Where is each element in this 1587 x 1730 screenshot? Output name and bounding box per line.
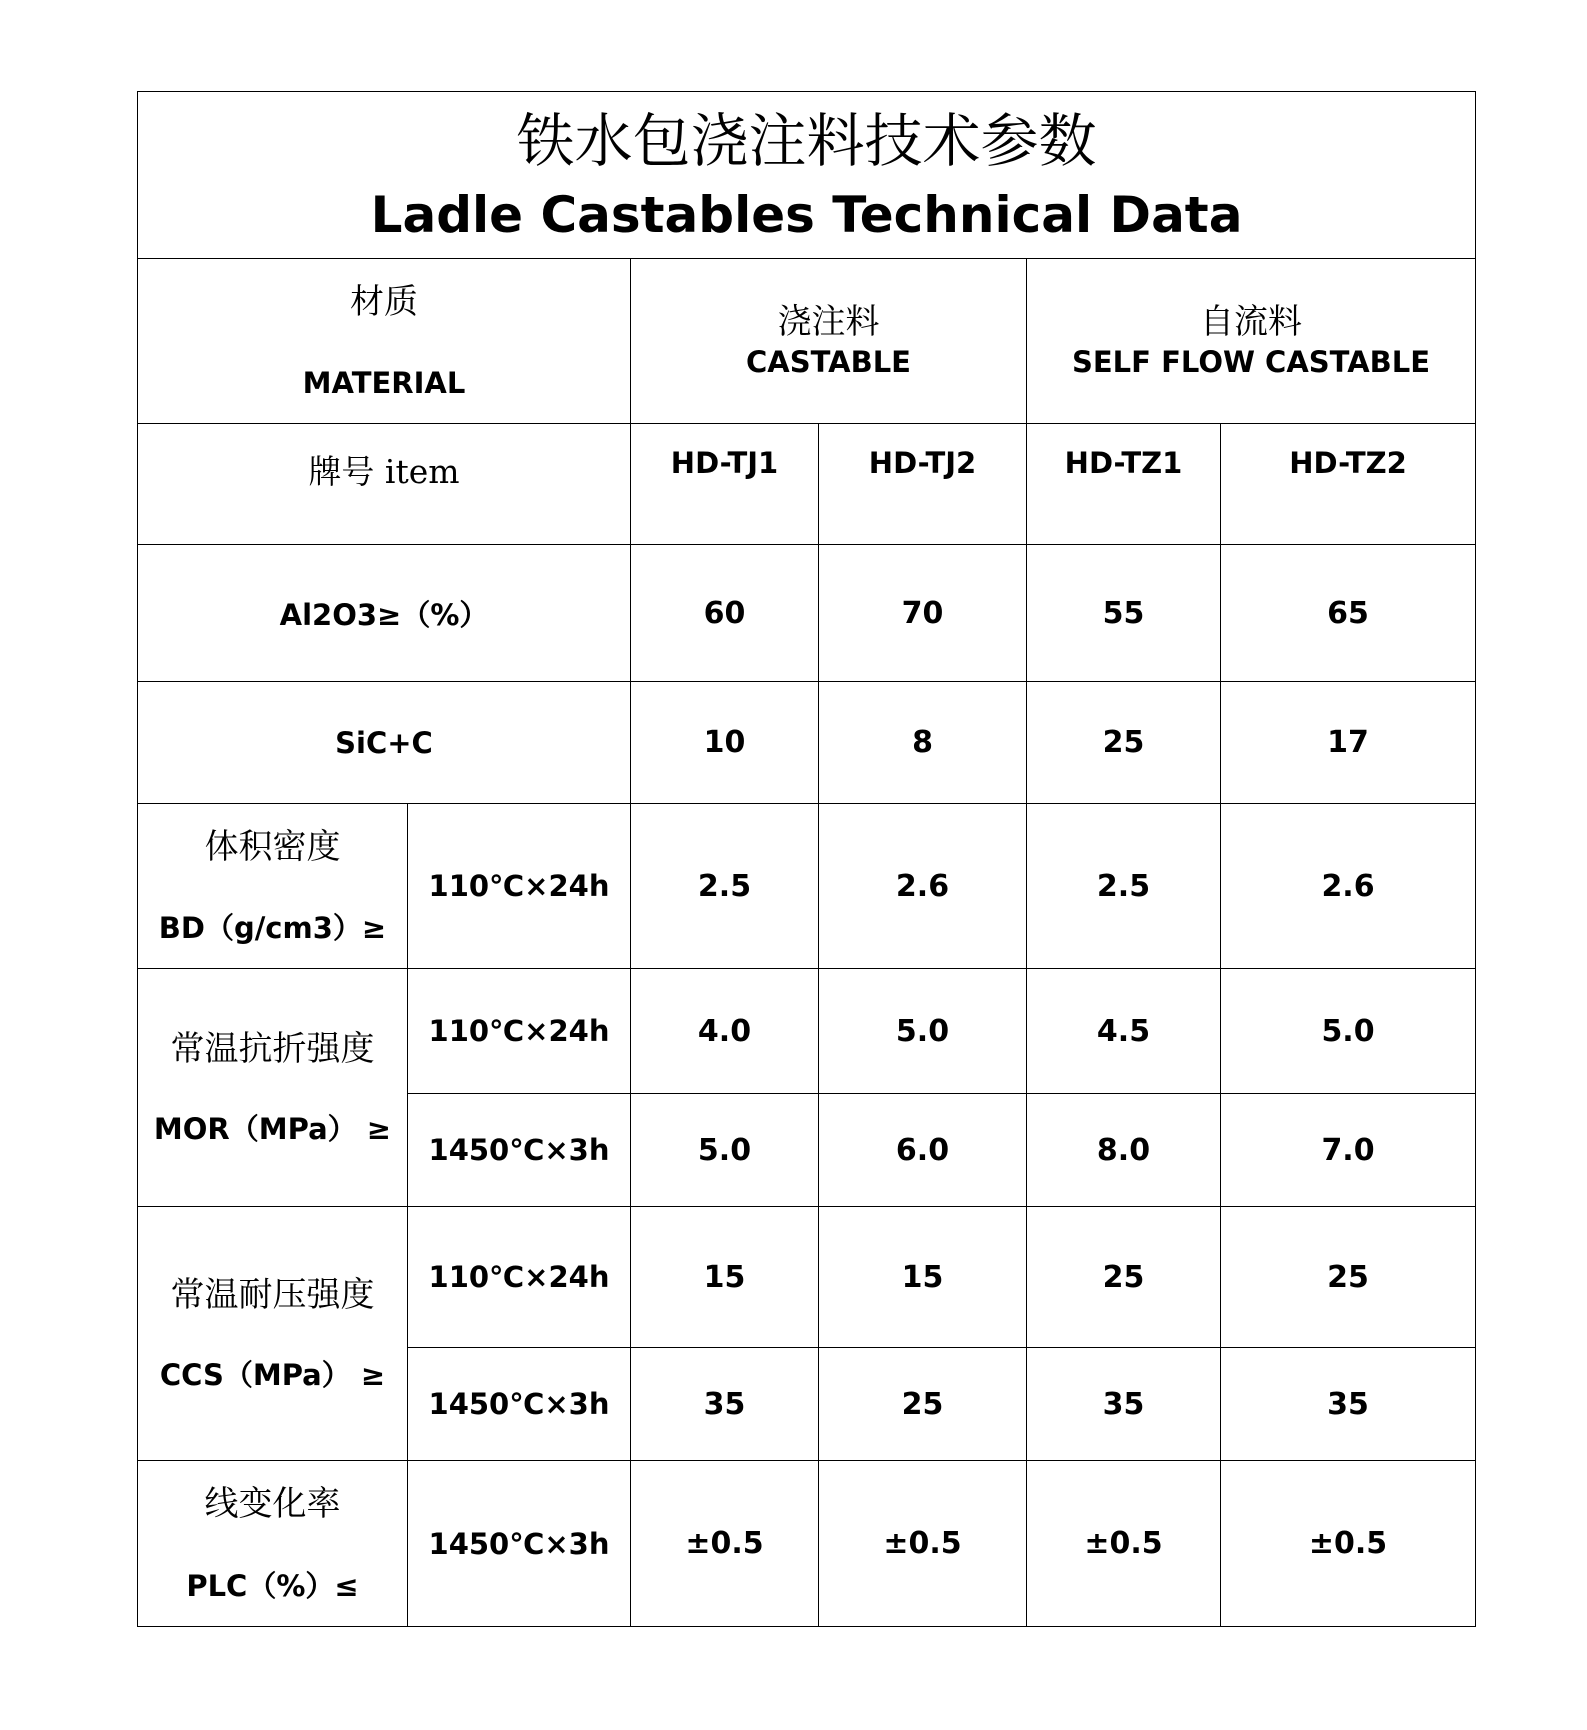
value-cell [1221,1207,1476,1348]
condition-label: 1450℃×3h [428,1526,610,1561]
grade-cell [631,424,819,545]
value-cell [819,682,1027,804]
title-cell [138,92,1476,259]
value-cell [1027,682,1221,804]
condition-cell [408,969,631,1094]
plc-label-en: PLC（%）≤ [186,1568,359,1603]
value: 2.6 [1321,868,1375,904]
value: 2.5 [697,868,752,904]
item-label: 牌号 item [308,452,460,491]
value: 15 [703,1259,746,1295]
value-cell [631,682,819,804]
sic-row [138,682,1476,804]
bd-row [138,804,1476,969]
value: 25 [1327,1259,1369,1295]
value-cell [819,545,1027,682]
value-cell [1221,969,1476,1094]
bd-label-en: BD（g/cm3）≥ [158,910,387,945]
mor-row-1 [138,969,1476,1094]
value-cell [819,804,1027,969]
condition-cell [408,1348,631,1461]
plc-label-cell [138,1461,408,1627]
ccs-label-en: CCS（MPa） ≥ [159,1357,386,1392]
grade-label: HD-TZ1 [1064,446,1183,480]
value-cell [1027,545,1221,682]
title-chinese: 铁水包浇注料技术参数 [516,107,1097,175]
grade-cell [1027,424,1221,545]
title-english: Ladle Castables Technical Data [370,186,1243,244]
mor-label-cell [138,969,408,1207]
value: 7.0 [1321,1132,1375,1168]
value: 15 [901,1259,944,1295]
value: 8.0 [1096,1132,1151,1168]
value: 55 [1102,595,1145,631]
mor-label-cn: 常温抗折强度 [170,1028,375,1069]
castable-header-en: CASTABLE [746,345,911,380]
value: 5.0 [697,1132,752,1168]
value-cell [1027,1207,1221,1348]
al2o3-label: Al2O3≥（%） [279,597,489,632]
value-cell [819,1461,1027,1627]
value-cell [1027,1461,1221,1627]
value-cell [1027,1348,1221,1461]
plc-label-cn: 线变化率 [204,1483,341,1524]
value-cell [1027,804,1221,969]
plc-row [138,1461,1476,1627]
value-cell [631,1094,819,1207]
value-cell [1221,1094,1476,1207]
grade-label: HD-TZ2 [1289,446,1407,480]
value: ±0.5 [685,1526,764,1561]
header-row [138,259,1476,424]
value: 70 [901,595,944,631]
value-cell [631,804,819,969]
value: 65 [1327,595,1369,631]
value: 2.6 [895,868,950,904]
value-cell [631,545,819,682]
value: 35 [1327,1386,1369,1422]
selfflow-header-cn: 自流料 [1200,302,1303,343]
value-cell [819,969,1027,1094]
grade-label: HD-TJ1 [670,446,779,480]
value-cell [1221,1461,1476,1627]
condition-cell [408,1461,631,1627]
condition-label: 110℃×24h [428,1014,610,1048]
condition-label: 110℃×24h [428,1260,610,1294]
value: 35 [1102,1386,1145,1422]
bd-label-cn: 体积密度 [204,826,341,867]
value: 25 [1102,1259,1145,1295]
value: 4.5 [1096,1013,1151,1049]
condition-cell [408,1207,631,1348]
value: 4.0 [697,1013,752,1049]
value-cell [1221,804,1476,969]
selfflow-header [1027,259,1476,424]
al2o3-row [138,545,1476,682]
bd-label-cell [138,804,408,969]
row-label-cell [138,545,631,682]
value-cell [1221,545,1476,682]
value: 35 [703,1386,746,1422]
condition-cell [408,1094,631,1207]
condition-cell [408,804,631,969]
condition-label: 110℃×24h [428,869,610,903]
ccs-row-1 [138,1207,1476,1348]
value: ±0.5 [1308,1526,1388,1561]
grade-cell [819,424,1027,545]
condition-label: 1450℃×3h [428,1387,610,1421]
technical-data-table [137,91,1476,1627]
value-cell [631,1348,819,1461]
value: 2.5 [1096,868,1151,904]
value: ±0.5 [883,1526,962,1561]
value-cell [631,969,819,1094]
grade-row [138,424,1476,545]
value: 10 [703,725,746,760]
grade-label: HD-TJ2 [868,446,977,480]
selfflow-header-en: SELF FLOW CASTABLE [1071,345,1431,380]
value-cell [631,1207,819,1348]
item-label-cell [138,424,631,545]
material-header [138,259,631,424]
value-cell [631,1461,819,1627]
castable-header-cn: 浇注料 [777,302,880,343]
value: 6.0 [895,1132,950,1168]
value-cell [1027,1094,1221,1207]
value: 5.0 [895,1013,950,1049]
condition-label: 1450℃×3h [428,1133,610,1167]
value-cell [819,1348,1027,1461]
value: ±0.5 [1084,1526,1163,1561]
value-cell [1221,682,1476,804]
value-cell [819,1207,1027,1348]
grade-cell [1221,424,1476,545]
value-cell [1221,1348,1476,1461]
value: 8 [912,725,933,760]
mor-label-en: MOR（MPa） ≥ [153,1111,392,1146]
value-cell [1027,969,1221,1094]
value: 5.0 [1321,1013,1375,1049]
value: 60 [703,595,746,631]
ccs-label-cell [138,1207,408,1461]
material-header-en: MATERIAL [302,365,466,400]
value: 25 [901,1386,944,1422]
row-label-cell [138,682,631,804]
castable-header [631,259,1027,424]
ccs-label-cn: 常温耐压强度 [170,1274,375,1315]
value-cell [819,1094,1027,1207]
material-header-cn: 材质 [350,281,418,322]
title-row [138,92,1476,259]
sic-label: SiC+C [335,725,433,760]
value: 17 [1327,725,1369,760]
value: 25 [1102,725,1145,760]
